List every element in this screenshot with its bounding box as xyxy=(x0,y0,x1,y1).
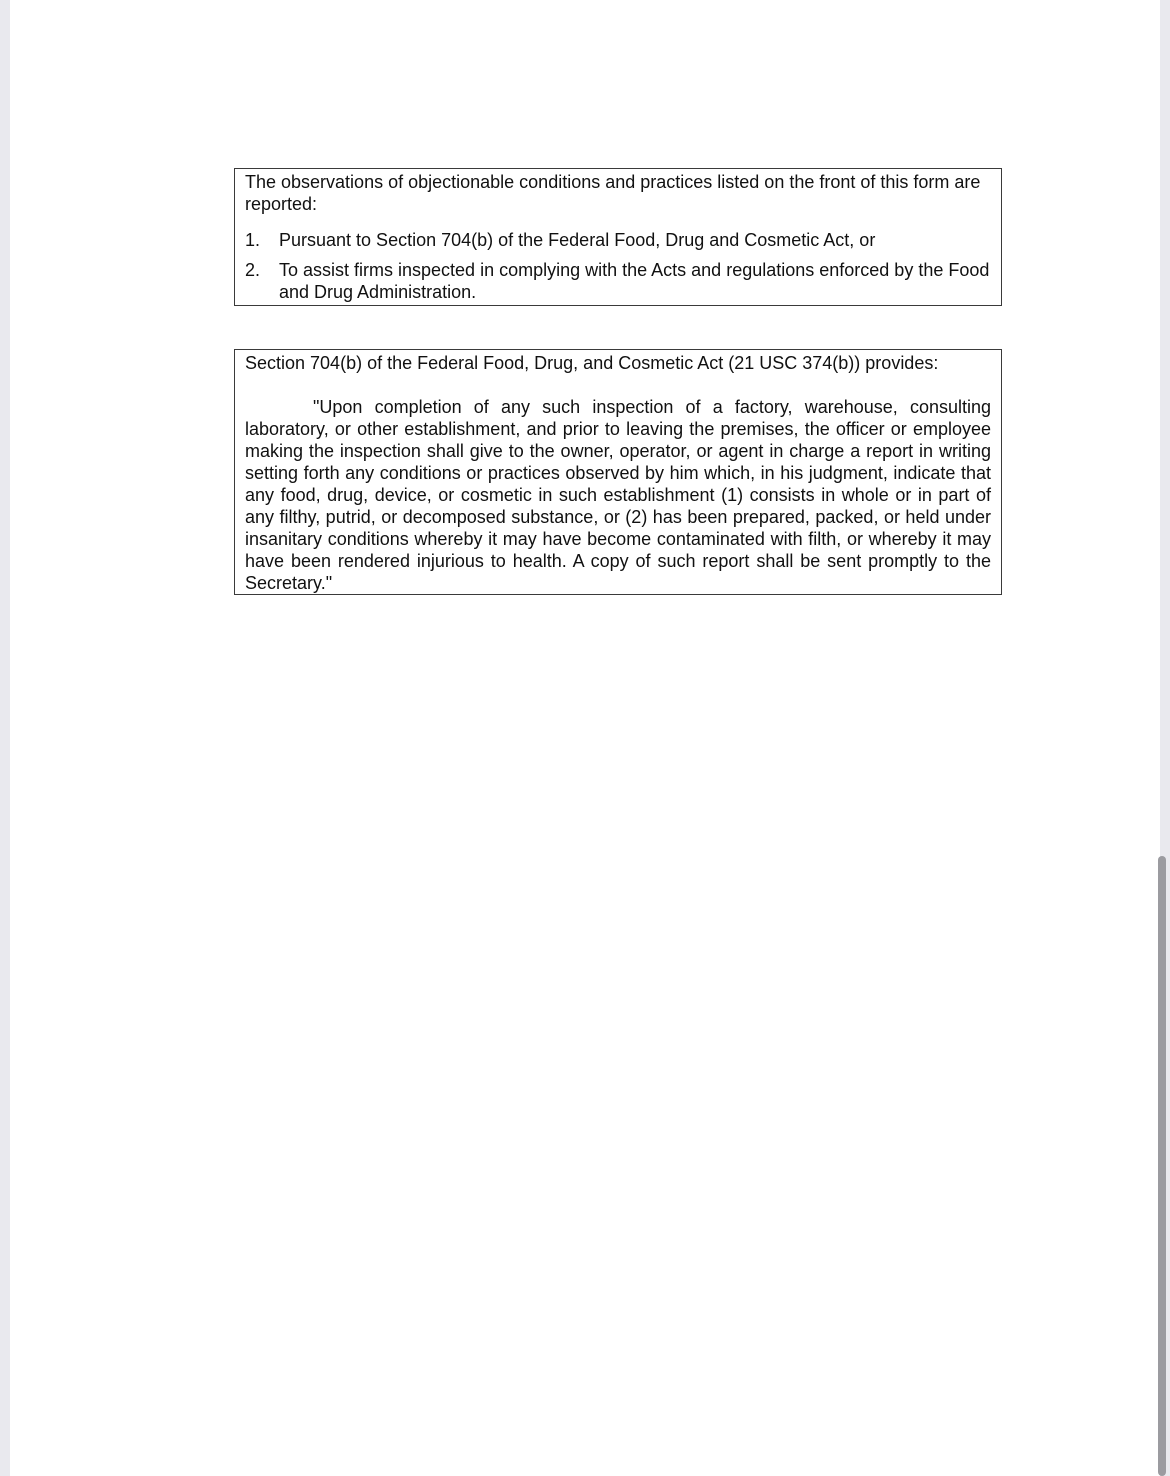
observations-notice-box xyxy=(234,168,1002,306)
list-item xyxy=(245,259,991,303)
section-quote: "Upon completion of any such inspection of a factory, warehouse, consulting laboratory, or other establishment, and prior to leaving the premises, the officer or employee making the inspection shall give to the owner, operator, or agent in charge a report in writing setting forth any conditions or practices observed by him which, in his judgment, indicate that any food, drug, device, or cosmetic in such establishment (1) consists in whole or in part of any filthy, putrid, or decomposed substance, or (2) has been prepared, packed, or held under insanitary conditions whereby it may have become contaminated with filth, or whereby it may have been rendered injurious to health. A copy of such report shall be sent promptly to the Secretary." xyxy=(245,397,991,593)
list-item-number: 2. xyxy=(245,260,261,280)
list-item xyxy=(245,229,991,251)
section-heading: Section 704(b) of the Federal Food, Drug, and Cosmetic Act (21 USC 374(b)) provides: xyxy=(245,353,939,373)
vertical-scrollbar[interactable] xyxy=(1158,0,1166,1476)
section-704b-box xyxy=(234,349,1002,595)
list-item-number: 1. xyxy=(245,230,261,250)
notice-intro: The observations of objectionable conditions and practices listed on the front of this form are reported: xyxy=(245,172,981,214)
document-page xyxy=(10,0,1160,1476)
notice-list xyxy=(245,229,991,303)
list-item-text: Pursuant to Section 704(b) of the Federal Food, Drug and Cosmetic Act, or xyxy=(279,230,876,250)
list-item-text: To assist firms inspected in complying with the Acts and regulations enforced by the Food and Drug Administration. xyxy=(279,260,990,302)
scrollbar-thumb[interactable] xyxy=(1158,856,1166,1476)
